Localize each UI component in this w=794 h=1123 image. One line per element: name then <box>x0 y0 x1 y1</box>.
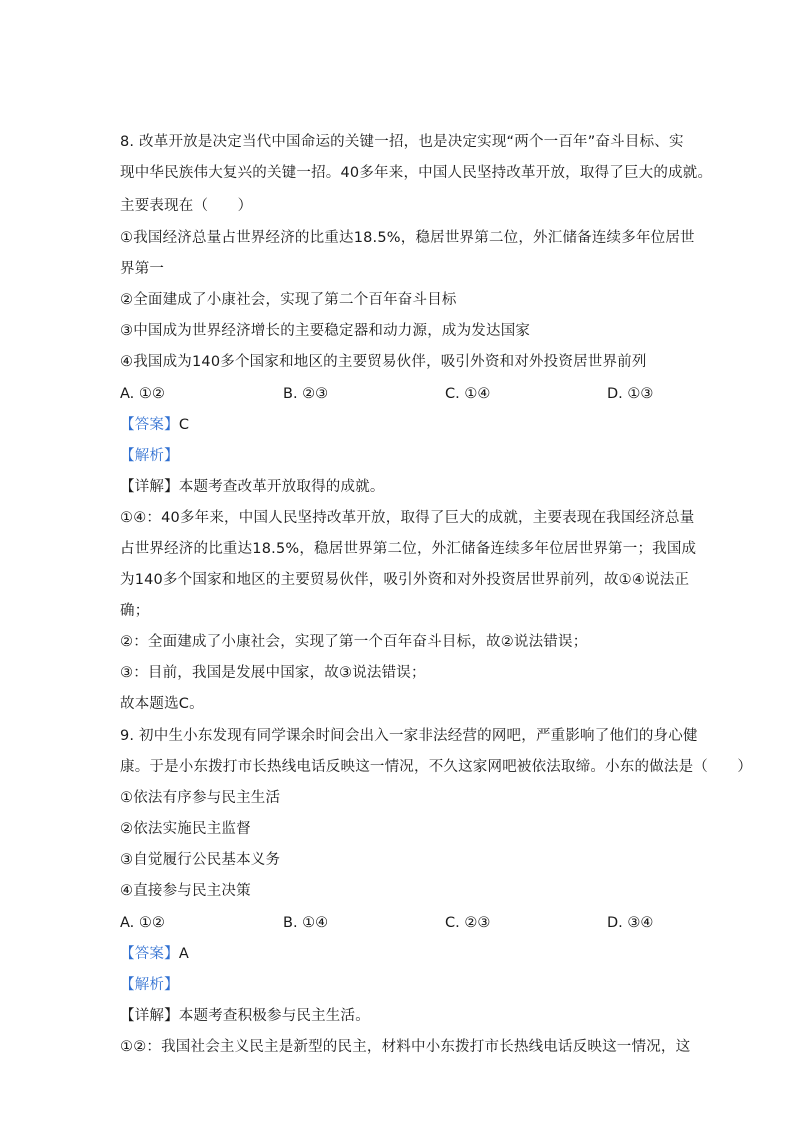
analysis-tag: 【解析】 <box>120 448 179 464</box>
q8-item-1-cont: 界第一 <box>120 261 165 277</box>
answer-tag: 【答案】 <box>120 417 179 433</box>
detail-text: 本题考查积极参与民主生活。 <box>178 1008 370 1024</box>
analysis-tag: 【解析】 <box>120 977 179 993</box>
q8-item-3: ③中国成为世界经济增长的主要稳定器和动力源，成为发达国家 <box>120 323 531 339</box>
q8-explanation-5: ②：全面建成了小康社会，实现了第一个百年奋斗目标，故②说法错误； <box>120 634 588 650</box>
q8-analysis <box>120 446 179 466</box>
q8-detail <box>120 477 385 497</box>
q8-explanation-4: 确； <box>120 603 150 619</box>
q8-option-c: C. ①④ <box>445 386 491 402</box>
q9-stem-line-2: 康。于是小东拨打市长热线电话反映这一情况，不久这家网吧被依法取缔。小东的做法是（ ） <box>120 759 753 775</box>
q8-explanation-1: ①④：40多年来，中国人民坚持改革开放，取得了巨大的成就，主要表现在我国经济总量 <box>120 510 695 526</box>
q9-option-c: C. ②③ <box>445 915 491 931</box>
q9-item-2: ②依法实施民主监督 <box>120 821 251 837</box>
q9-option-a: A. ①② <box>120 915 165 931</box>
answer-value: C <box>178 417 190 433</box>
q8-explanation-3: 为140多个国家和地区的主要贸易伙伴，吸引外资和对外投资居世界前列，故①④说法正 <box>120 572 690 588</box>
detail-text: 本题考查改革开放取得的成就。 <box>178 479 385 495</box>
q8-option-a: A. ①② <box>120 386 165 402</box>
q9-answer <box>120 944 189 964</box>
q9-detail <box>120 1006 370 1026</box>
q8-stem-line-1: 8. 改革开放是决定当代中国命运的关键一招，也是决定实现“两个一百年”奋斗目标、实 <box>120 134 684 150</box>
answer-tag: 【答案】 <box>120 946 179 962</box>
q8-stem-line-3: 主要表现在（ ） <box>120 198 253 214</box>
detail-tag: 【详解】 <box>120 479 179 495</box>
q8-answer <box>120 415 189 435</box>
q9-option-b: B. ①④ <box>283 915 329 931</box>
q8-item-2: ②全面建成了小康社会，实现了第二个百年奋斗目标 <box>120 292 457 308</box>
answer-value: A <box>178 946 189 962</box>
q9-item-3: ③自觉履行公民基本义务 <box>120 852 281 868</box>
q8-item-4: ④我国成为140多个国家和地区的主要贸易伙伴，吸引外资和对外投资居世界前列 <box>120 354 647 370</box>
q9-option-d: D. ③④ <box>607 915 654 931</box>
q8-conclusion: 故本题选C。 <box>120 696 204 712</box>
q8-stem-line-2: 现中华民族伟大复兴的关键一招。40多年来，中国人民坚持改革开放，取得了巨大的成就。 <box>120 165 713 181</box>
q8-option-b: B. ②③ <box>283 386 329 402</box>
q8-explanation-6: ③：目前，我国是发展中国家，故③说法错误； <box>120 665 426 681</box>
q8-item-1: ①我国经济总量占世界经济的比重达18.5%，稳居世界第二位，外汇储备连续多年位居世 <box>120 230 695 246</box>
q9-stem-line-1: 9. 初中生小东发现有同学课余时间会出入一家非法经营的网吧，严重影响了他们的身心健 <box>120 728 698 744</box>
q8-option-d: D. ①③ <box>607 386 654 402</box>
q9-item-1: ①依法有序参与民主生活 <box>120 790 281 806</box>
detail-tag: 【详解】 <box>120 1008 179 1024</box>
q8-explanation-2: 占世界经济的比重达18.5%，稳居世界第二位，外汇储备连续多年位居世界第一；我国成 <box>120 541 697 557</box>
q9-explanation-1: ①②：我国社会主义民主是新型的民主，材料中小东拨打市长热线电话反映这一情况，这 <box>120 1039 691 1055</box>
q9-analysis <box>120 975 179 995</box>
q9-item-4: ④直接参与民主决策 <box>120 883 251 899</box>
